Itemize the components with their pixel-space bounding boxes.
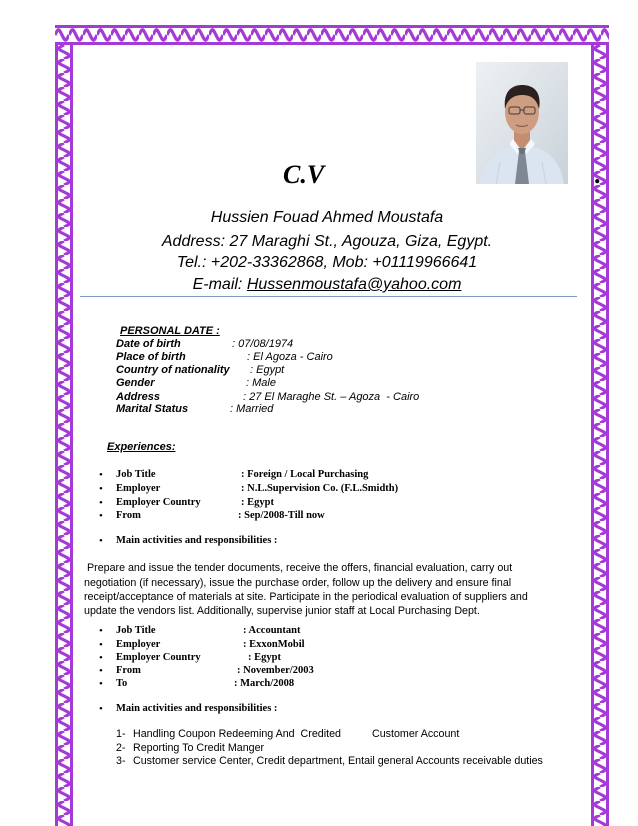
header-divider	[80, 296, 577, 297]
bullet	[99, 677, 103, 691]
job-field-label: To	[116, 678, 128, 689]
bullet	[99, 624, 103, 638]
email-label: E-mail:	[192, 276, 247, 293]
bullet	[99, 664, 103, 678]
bullet	[99, 482, 103, 496]
personal-row-nationality	[0, 363, 638, 377]
duty-number: 2-	[116, 742, 126, 754]
job-field-value: : Egypt	[248, 652, 281, 663]
personal-value: : Egypt	[250, 364, 285, 376]
personal-value: : Male	[246, 377, 276, 389]
bullet	[99, 496, 103, 510]
job-field-row	[0, 677, 638, 691]
personal-label: Place of birth	[116, 351, 186, 363]
duty-number: 3-	[116, 755, 126, 767]
personal-data-heading: PERSONAL DATE :	[120, 325, 220, 337]
activities-row	[0, 534, 638, 548]
email-line	[77, 275, 577, 295]
personal-value: : 27 El Maraghe St. – Agoza - Cairo	[243, 391, 420, 403]
duty-number: 1-	[116, 728, 126, 740]
duty-text: Reporting To Credit Manger	[133, 742, 265, 754]
job-field-row	[0, 638, 638, 652]
address-line: Address: 27 Maraghi St., Agouza, Giza, Egypt.	[161, 233, 493, 250]
personal-row-marital-status	[0, 402, 638, 416]
personal-value: : Married	[230, 403, 274, 415]
personal-row-date-of-birth	[0, 337, 638, 351]
bullet	[99, 651, 103, 665]
duty-item	[0, 741, 638, 755]
job-field-value: : March/2008	[234, 678, 295, 689]
job-field-row	[0, 624, 638, 638]
personal-label: Country of nationality	[116, 364, 230, 376]
job-field-label: Employer	[116, 639, 161, 650]
job-field-value: : ExxonMobil	[243, 639, 305, 650]
job-field-value: : Sep/2008-Till now	[238, 510, 325, 521]
job-field-value: : November/2003	[237, 665, 314, 676]
job-field-row	[0, 496, 638, 510]
job-field-value: : N.L.Supervision Co. (F.L.Smidth)	[241, 483, 399, 494]
job-field-label: Job Title	[116, 625, 156, 636]
job-field-value: : Egypt	[241, 497, 274, 508]
personal-label: Gender	[116, 377, 155, 389]
experiences-heading: Experiences:	[107, 441, 176, 453]
job-description-line: Prepare and issue the tender documents, receive the offers, financial evaluation, carry out	[87, 562, 513, 574]
full-name: Hussien Fouad Ahmed Moustafa	[210, 209, 444, 226]
job-description-line: negotiation (if necessary), issue the purchase order, follow up the delivery and ensure final	[84, 577, 512, 589]
email-link[interactable]: Hussenmoustafa@yahoo.com	[246, 276, 462, 293]
job-field-label: Employer Country	[116, 497, 201, 508]
job-field-label: Job Title	[116, 469, 156, 480]
job-field-label: From	[116, 665, 141, 676]
personal-label: Date of birth	[116, 338, 181, 350]
activities-label: Main activities and responsibilities :	[116, 703, 278, 714]
duty-text: Handling Coupon Redeeming And Credited	[133, 728, 341, 740]
bullet	[99, 468, 103, 482]
personal-row-gender	[0, 376, 638, 390]
personal-value: : El Agoza - Cairo	[247, 351, 333, 363]
activities-label: Main activities and responsibilities :	[116, 535, 278, 546]
job-field-row	[0, 651, 638, 665]
job-description-line: receipt/acceptance of materials at site. Participate in the periodical evaluation of suppliers and	[84, 591, 528, 603]
job-field-row	[0, 482, 638, 496]
cv-title-suffix: .	[594, 160, 601, 189]
duty-item	[0, 754, 638, 768]
personal-label: Marital Status	[116, 403, 189, 415]
bullet	[99, 534, 103, 548]
profile-photo	[476, 62, 568, 184]
phone-line: Tel.: +202-33362868, Mob: +01119966641	[176, 254, 478, 271]
job-field-label: From	[116, 510, 141, 521]
job-field-row	[0, 664, 638, 678]
bullet	[99, 509, 103, 523]
job-field-value: : Accountant	[243, 625, 301, 636]
bullet	[99, 638, 103, 652]
job-field-value: : Foreign / Local Purchasing	[241, 469, 369, 480]
job-field-label: Employer	[116, 483, 161, 494]
job-description-line: update the vendors list. Additionally, supervise junior staff at Local Purchasing Dept.	[84, 605, 480, 617]
job-field-row	[0, 509, 638, 523]
duty-text-tail: Customer Account	[372, 728, 460, 740]
job-field-label: Employer Country	[116, 652, 201, 663]
cv-title: C.V	[283, 160, 325, 189]
personal-value: : 07/08/1974	[232, 338, 294, 350]
duty-text: Customer service Center, Credit department, Entail general Accounts receivable duties	[133, 755, 543, 767]
personal-label: Address	[116, 391, 161, 403]
duty-item	[0, 727, 638, 741]
activities-row	[0, 702, 638, 716]
personal-row-place-of-birth	[0, 350, 638, 364]
job-field-row	[0, 468, 638, 482]
bullet	[99, 702, 103, 716]
